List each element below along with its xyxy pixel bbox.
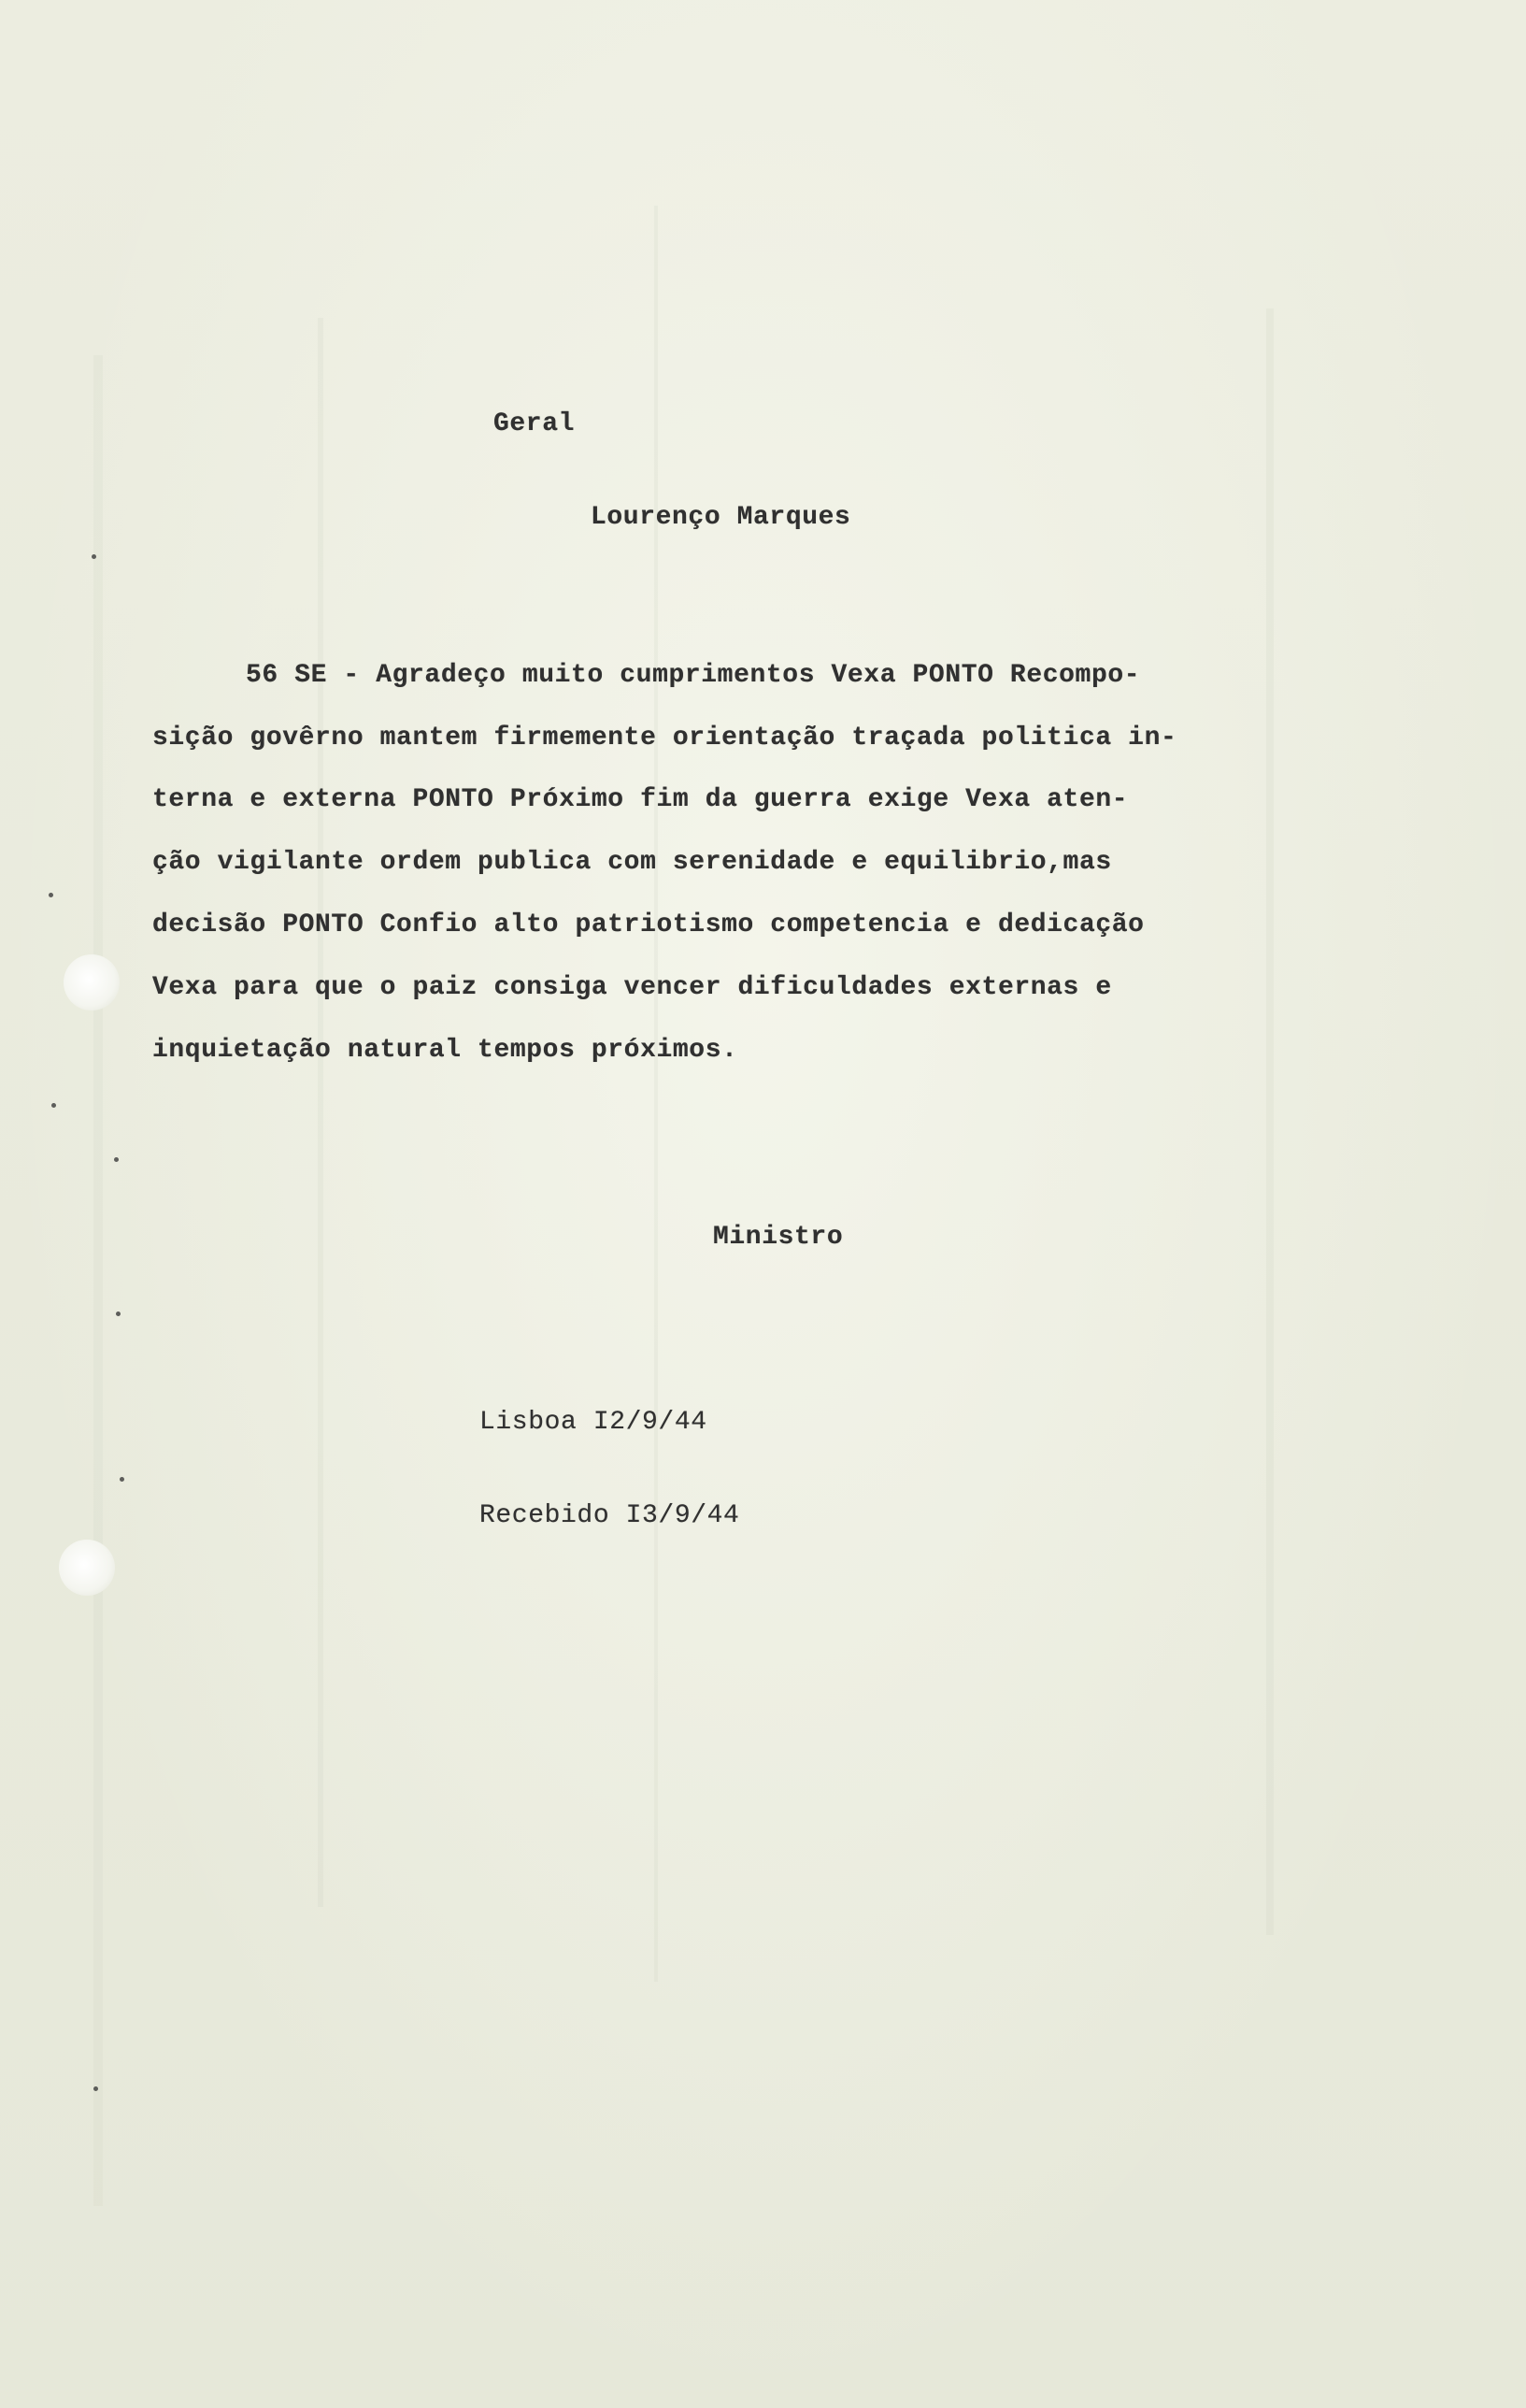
body-line: sição govêrno mantem firmemente orientação traçada politica in- bbox=[152, 724, 1177, 752]
paper-show-through bbox=[1266, 308, 1274, 1935]
ink-speck bbox=[49, 893, 53, 897]
ink-speck bbox=[93, 2086, 98, 2091]
punch-hole bbox=[64, 954, 120, 1010]
body-line: 56 SE - Agradeço muito cumprimentos Vexa PONTO Recompo- bbox=[246, 661, 1141, 690]
body-line: decisão PONTO Confio alto patriotismo competencia e dedicação bbox=[152, 910, 1145, 939]
punch-hole bbox=[59, 1540, 115, 1596]
destination-heading: Lourenço Marques bbox=[591, 503, 851, 532]
body-line: Vexa para que o paiz consiga vencer dificuldades externas e bbox=[152, 973, 1112, 1002]
date-sent: Lisboa I2/9/44 bbox=[479, 1408, 707, 1437]
ink-speck bbox=[114, 1157, 119, 1162]
paper-show-through bbox=[654, 206, 658, 1982]
body-line: terna e externa PONTO Próximo fim da guerra exige Vexa aten- bbox=[152, 785, 1129, 814]
paper-show-through bbox=[93, 355, 103, 2206]
section-heading: Geral bbox=[493, 409, 576, 438]
ink-speck bbox=[51, 1103, 56, 1108]
paper-show-through bbox=[318, 318, 323, 1907]
ink-speck bbox=[120, 1477, 124, 1482]
body-line: ção vigilante ordem publica com serenidade e equilibrio,mas bbox=[152, 848, 1112, 877]
date-received: Recebido I3/9/44 bbox=[479, 1501, 740, 1530]
ink-speck bbox=[92, 554, 96, 559]
body-line: inquietação natural tempos próximos. bbox=[152, 1036, 738, 1065]
ink-speck bbox=[116, 1312, 121, 1316]
signature: Ministro bbox=[713, 1223, 844, 1252]
